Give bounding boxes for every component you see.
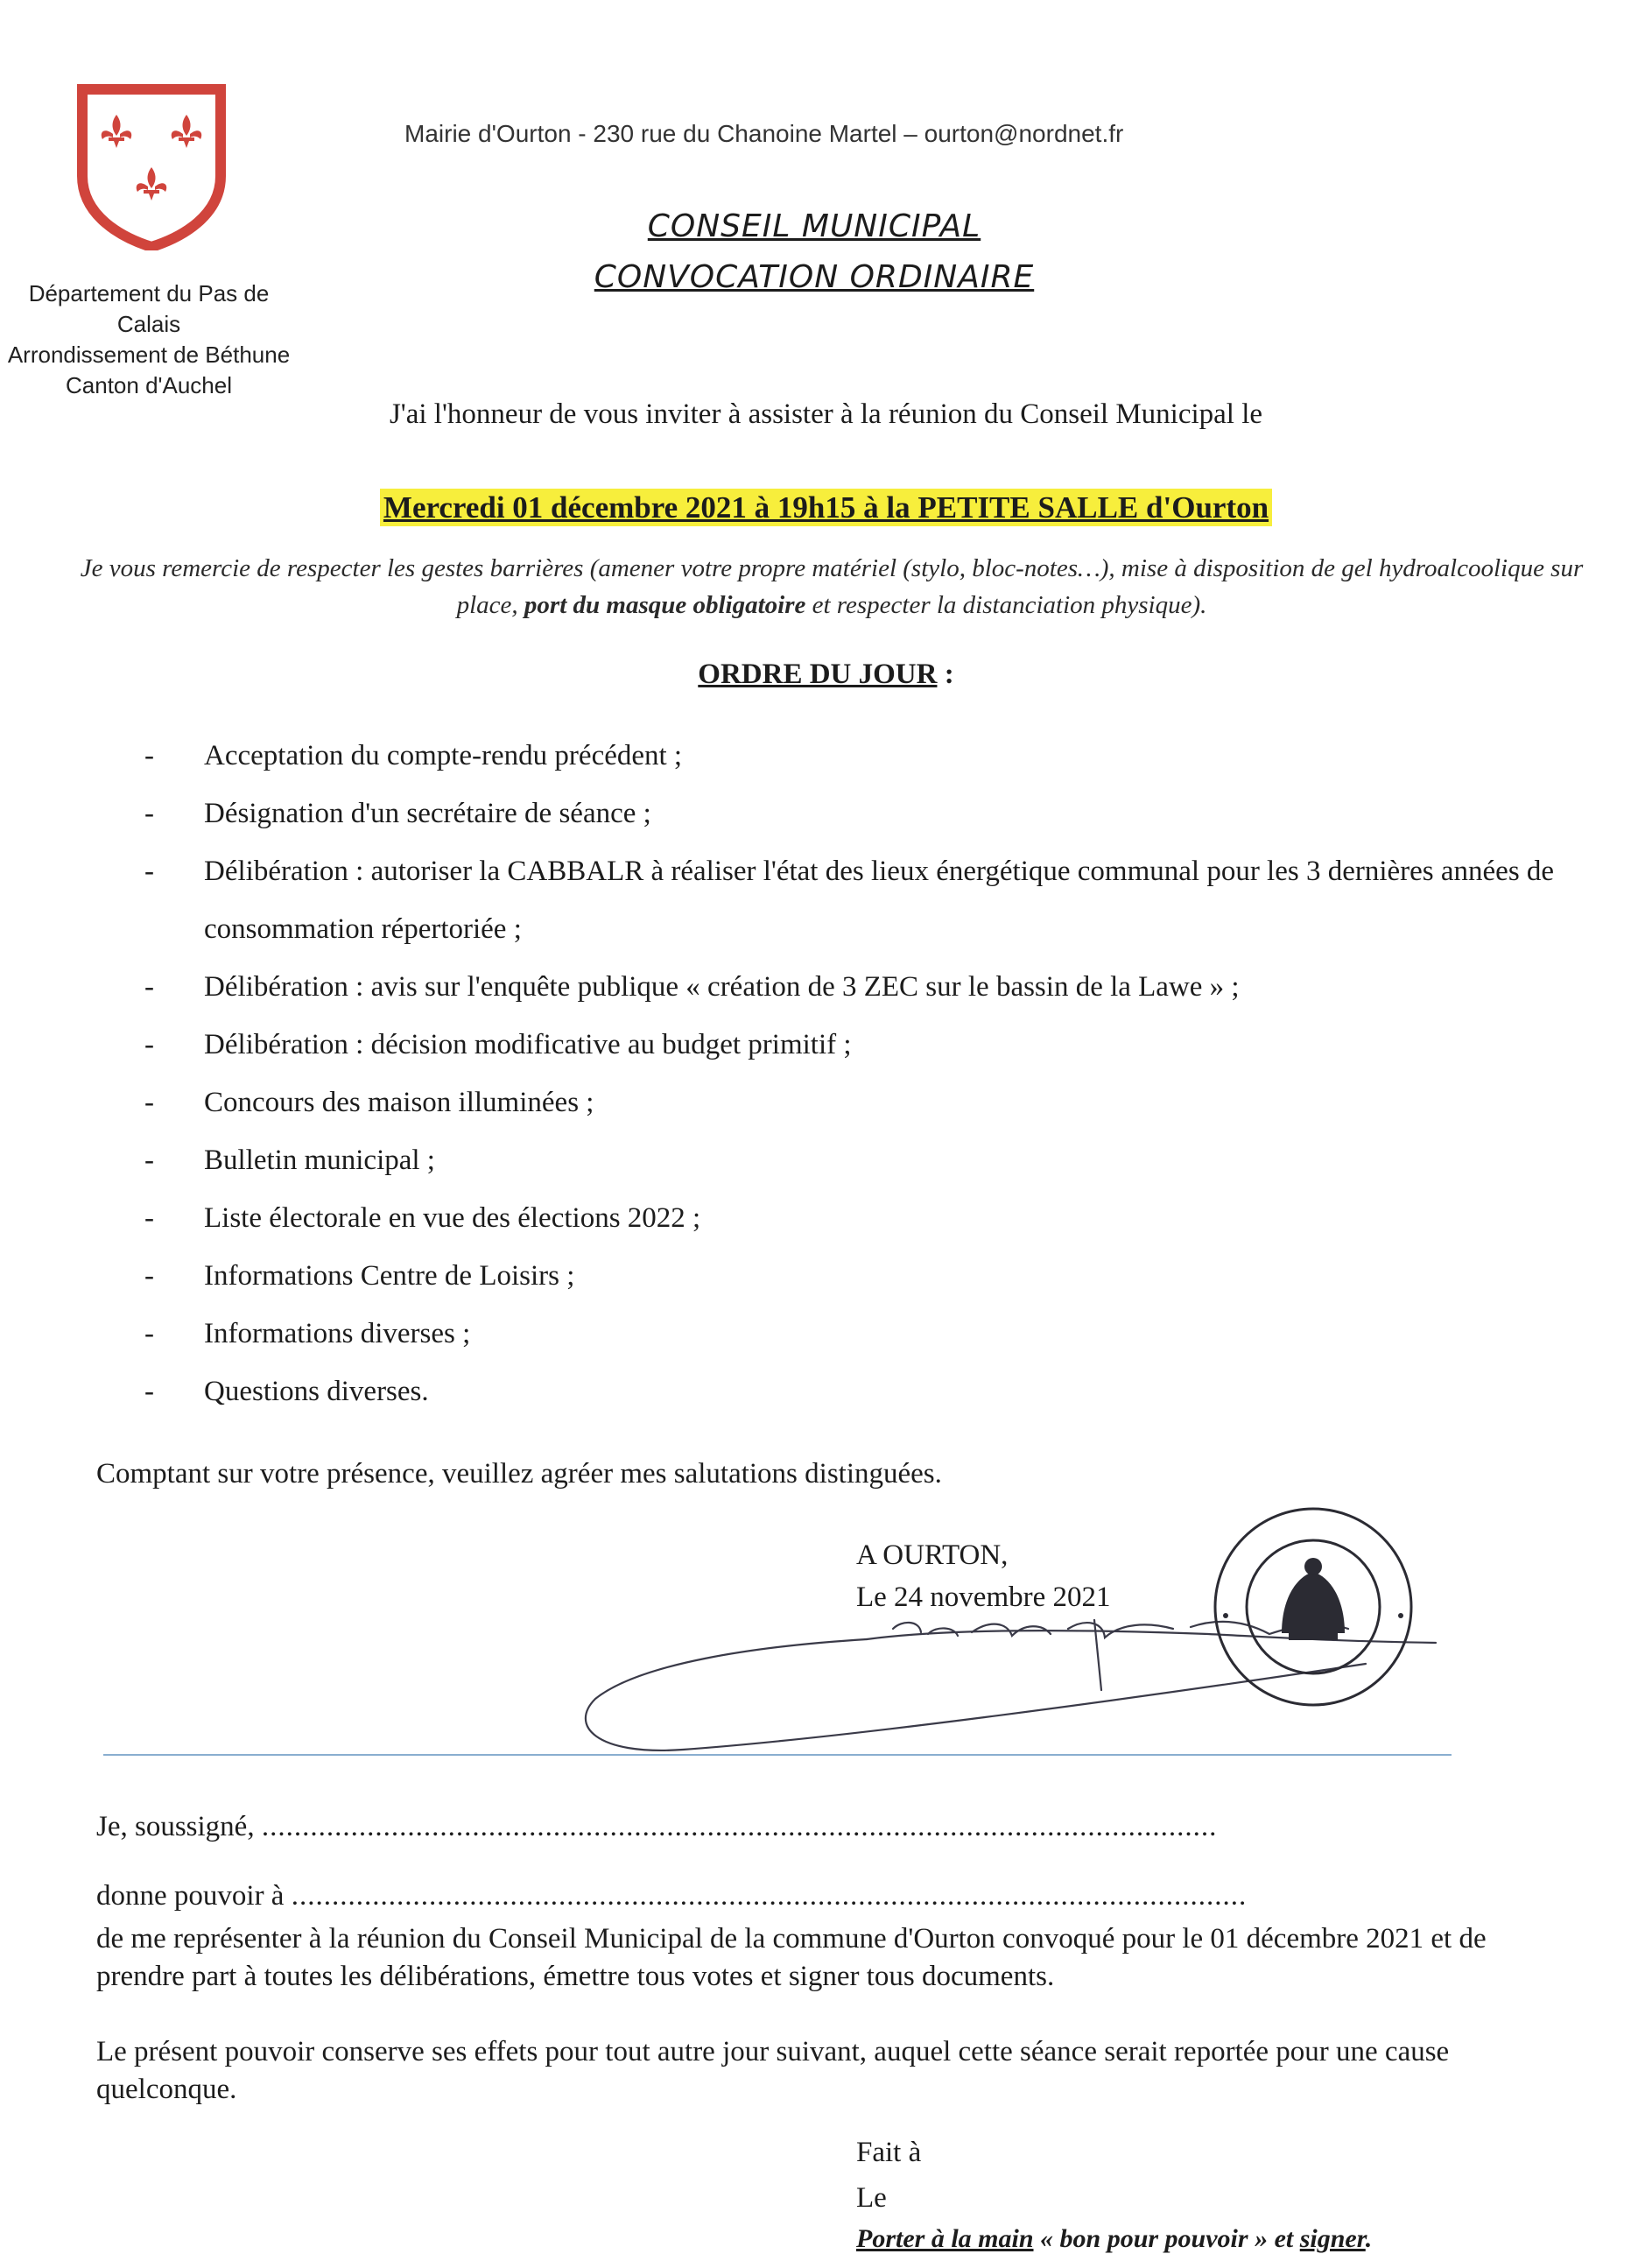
proxy-grantee-line — [96, 1880, 1247, 1912]
agenda-item-text: Informations Centre de Loisirs ; — [204, 1260, 575, 1292]
agenda-item-text: Désignation d'un secrétaire de séance ; — [204, 798, 651, 829]
agenda-item: - Questions diverses. — [144, 1376, 429, 1407]
agenda-item-text: Liste électorale en vue des élections 2022 ; — [204, 1202, 701, 1234]
separator-line — [103, 1754, 1452, 1756]
agenda-item: - Informations Centre de Loisirs ; — [144, 1260, 575, 1292]
agenda-item-text: Informations diverses ; — [204, 1318, 471, 1349]
title-line-2: CONVOCATION ORDINAIRE — [594, 259, 1035, 295]
agenda-item-text: Délibération : autoriser la CABBALR à réaliser l'état des lieux énergétique communal pour les 3 dernières années de consommation répertoriée ; — [204, 856, 1555, 945]
mairie-address: Mairie d'Ourton - 230 rue du Chanoine Martel – ourton@nordnet.fr — [404, 120, 1124, 147]
agenda-item: - Délibération : autoriser la CABBALR à réaliser l'état des lieux énergétique communal pour les 3 dernières années de consommation répertoriée ; — [144, 856, 1555, 945]
agenda-heading-colon: : — [937, 659, 954, 690]
title-line-1: CONSEIL MUNICIPAL — [647, 208, 981, 244]
sanitary-notice-mask: port du masque obligatoire — [524, 591, 806, 619]
agenda-item-text: Bulletin municipal ; — [204, 1145, 435, 1176]
town-hall-stamp — [1208, 1502, 1418, 1712]
agenda-item-text: Concours des maison illuminées ; — [204, 1087, 594, 1118]
agenda-heading — [0, 659, 1652, 691]
agenda-item-text: Délibération : avis sur l'enquête publique « création de 3 ZEC sur le bassin de la Lawe » ; — [204, 971, 1240, 1003]
meeting-date — [0, 490, 1652, 525]
invitation-text: J'ai l'honneur de vous inviter à assister à la réunion du Conseil Municipal le — [389, 398, 1263, 430]
department-line: Département du Pas de Calais — [28, 280, 270, 337]
proxy-grantee-label: donne pouvoir à — [96, 1880, 292, 1912]
sanitary-notice — [53, 550, 1611, 623]
signature-place: A OURTON, — [856, 1539, 1009, 1571]
signature-date: Le 24 novembre 2021 — [856, 1581, 1111, 1613]
sanitary-notice-part2: et respecter la distanciation physique). — [805, 591, 1207, 619]
proxy-signature-block — [856, 2130, 921, 2221]
agenda-item-text: Questions diverses. — [204, 1376, 429, 1407]
agenda-item: - Délibération : décision modificative au budget primitif ; — [144, 1029, 852, 1060]
agenda-item-text: Acceptation du compte-rendu précédent ; — [204, 740, 683, 771]
proxy-instructions-b: « bon pour pouvoir » et — [1033, 2224, 1300, 2253]
agenda-item: - Bulletin municipal ; — [144, 1145, 435, 1176]
proxy-paragraph-1: de me représenter à la réunion du Conseil Municipal de la commune d'Ourton convoqué pour le 01 décembre 2021 et de prendre part à toutes les délibérations, émettre tous votes et signer tous documents. — [96, 1923, 1487, 1992]
proxy-undersigned-label: Je, soussigné, — [96, 1811, 262, 1842]
agenda-item: - Acceptation du compte-rendu précédent ; — [144, 740, 683, 771]
agenda-item-text: Délibération : décision modificative au budget primitif ; — [204, 1029, 852, 1060]
meeting-date-highlight: Mercredi 01 décembre 2021 à 19h15 à la PETITE SALLE d'Ourton — [380, 489, 1272, 526]
proxy-undersigned-line — [96, 1811, 1217, 1843]
canton-line: Canton d'Auchel — [66, 372, 232, 398]
proxy-instructions-c: signer — [1299, 2224, 1366, 2253]
dotted-fill-line: ...................................................................................................................... — [291, 1880, 1248, 1912]
proxy-paragraph-2: Le présent pouvoir conserve ses effets pour tout autre jour suivant, auquel cette séance serait reportée pour une cause quelconque. — [96, 2036, 1450, 2105]
proxy-instructions-a: Porter à la main — [856, 2224, 1034, 2253]
coat-of-arms-logo — [77, 84, 226, 250]
proxy-date-label: Le — [856, 2182, 887, 2214]
dotted-fill-line: ...................................................................................................................... — [261, 1811, 1218, 1842]
arrondissement-line: Arrondissement de Béthune — [7, 342, 291, 368]
agenda-item: - Liste électorale en vue des élections 2022 ; — [144, 1202, 701, 1234]
agenda-item: - Délibération : avis sur l'enquête publique « création de 3 ZEC sur le bassin de la Lawe » ; — [144, 971, 1240, 1003]
agenda-item: - Concours des maison illuminées ; — [144, 1087, 594, 1118]
agenda-item: - Informations diverses ; — [144, 1318, 471, 1349]
sanitary-notice-part1: Je vous remercie de respecter les gestes barrières (amener votre propre matériel (stylo, bloc-notes…), mise à disposition de gel hydroalcoolique sur place, — [80, 554, 1584, 619]
proxy-place-label: Fait à — [856, 2137, 922, 2168]
agenda-list — [144, 727, 1563, 1420]
closing-salutation: Comptant sur votre présence, veuillez agréer mes salutations distinguées. — [96, 1458, 942, 1490]
proxy-instructions — [856, 2224, 1372, 2254]
proxy-instructions-d: . — [1365, 2224, 1373, 2253]
department-block — [0, 278, 298, 401]
agenda-item: - Désignation d'un secrétaire de séance ; — [144, 798, 651, 829]
agenda-heading-text: ORDRE DU JOUR — [698, 659, 938, 690]
